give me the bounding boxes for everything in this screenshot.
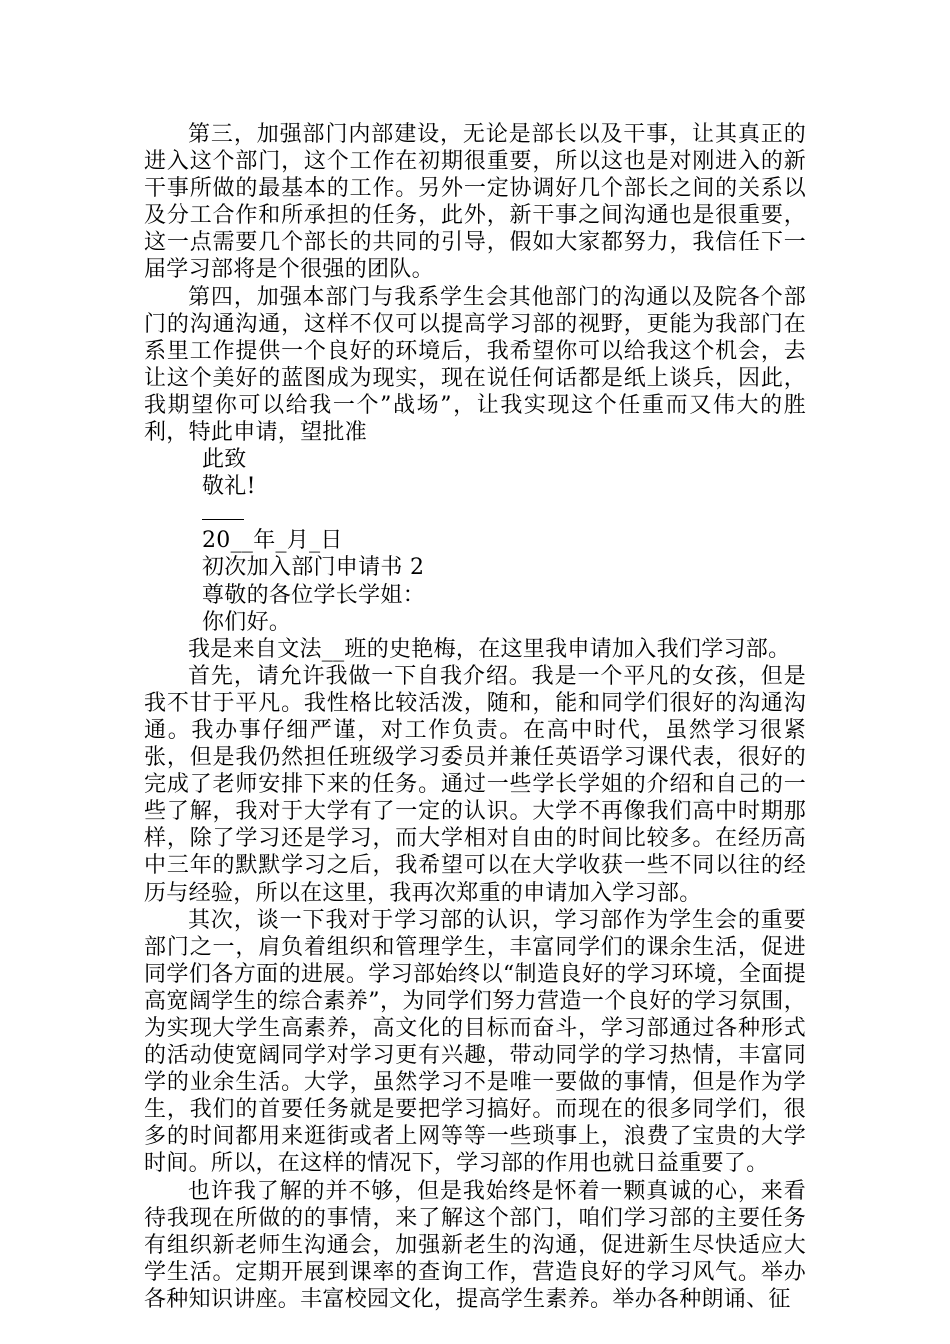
signature-line xyxy=(144,500,806,527)
paragraph-intro: 我是来自文法__班的史艳梅，在这里我申请加入我们学习部。 xyxy=(188,636,791,662)
salutation: 尊敬的各位学长学姐： xyxy=(202,582,426,608)
greeting: 你们好。 xyxy=(202,609,292,635)
paragraph-fourth-point: 第四，加强本部门与我系学生会其他部门的沟通以及院各个部门的沟通沟通，这样不仅可以提高学习部的视野，更能为我部门在系里工作提供一个良好的环境后，我希望你可以给我这个机会，去让这个美好的蓝图成为现实，现在说任何话都是纸上谈兵，因此，我期望你可以给我一个”战场”，让我实现这个任重而又伟大的胜利，特此申请，望批准 xyxy=(144,284,806,446)
second-letter-title: 初次加入部门申请书 2 xyxy=(202,555,425,581)
closing-line-1: 此致 xyxy=(202,447,247,473)
paragraph-department-tasks: 也许我了解的并不够，但是我始终是怀着一颗真诚的心，来看待我现在所做的的事情，来了解这个部门，咱们学习部的主要任务有组织新老师生沟通会，加强新老生的沟通，促进新生尽快适应大学生活。定期开展到课率的查询工作，营造良好的学习风气。举办各种知识讲座。丰富校园文化，提高学生素养。举办各种朗诵、征 xyxy=(144,1178,806,1312)
signature-blank xyxy=(202,501,244,520)
closing-line-2: 敬礼! xyxy=(202,474,256,500)
paragraph-self-introduction: 首先，请允许我做一下自我介绍。我是一个平凡的女孩，但是我不甘于平凡。我性格比较活泼，随和，能和同学们很好的沟通沟通。我办事仔细严谨，对工作负责。在高中时代，虽然学习很紧张，但是我仍然担任班级学习委员并兼任英语学习课代表，很好的完成了老师安排下来的任务。通过一些学长学姐的介绍和自己的一些了解，我对于大学有了一定的认识。大学不再像我们高中时期那样，除了学习还是学习，而大学相对自由的时间比较多。在经历高中三年的默默学习之后，我希望可以在大学收获一些不同以往的经历与经验，所以在这里，我再次郑重的申请加入学习部。 xyxy=(144,663,806,906)
document-page xyxy=(144,121,806,1313)
date-line: 20__年_月_日 xyxy=(202,528,343,554)
paragraph-third-point: 第三，加强部门内部建设，无论是部长以及干事，让其真正的进入这个部门，这个工作在初期很重要，所以这也是对刚进入的新干事所做的最基本的工作。另外一定协调好几个部长之间的关系以及分工合作和所承担的任务，此外，新干事之间沟通也是很重要，这一点需要几个部长的共同的引导，假如大家都努力，我信任下一届学习部将是个很强的团队。 xyxy=(144,122,806,283)
paragraph-department-understanding: 其次，谈一下我对于学习部的认识，学习部作为学生会的重要部门之一，肩负着组织和管理学生，丰富同学们的课余生活，促进同学们各方面的进展。学习部始终以“制造良好的学习环境，全面提高宽阔学生的综合素养”，为同学们努力营造一个良好的学习氛围，为实现大学生高素养，高文化的目标而奋斗，学习部通过各种形式的活动使宽阔同学对学习更有兴趣，带动同学的学习热情，丰富同学的业余生活。大学，虽然学习不是唯一要做的事情，但是作为学生，我们的首要任务就是要把学习搞好。而现在的很多同学们，很多的时间都用来逛街或者上网等等一些琐事上，浪费了宝贵的大学时间。所以，在这样的情况下，学习部的作用也就日益重要了。 xyxy=(144,907,806,1177)
